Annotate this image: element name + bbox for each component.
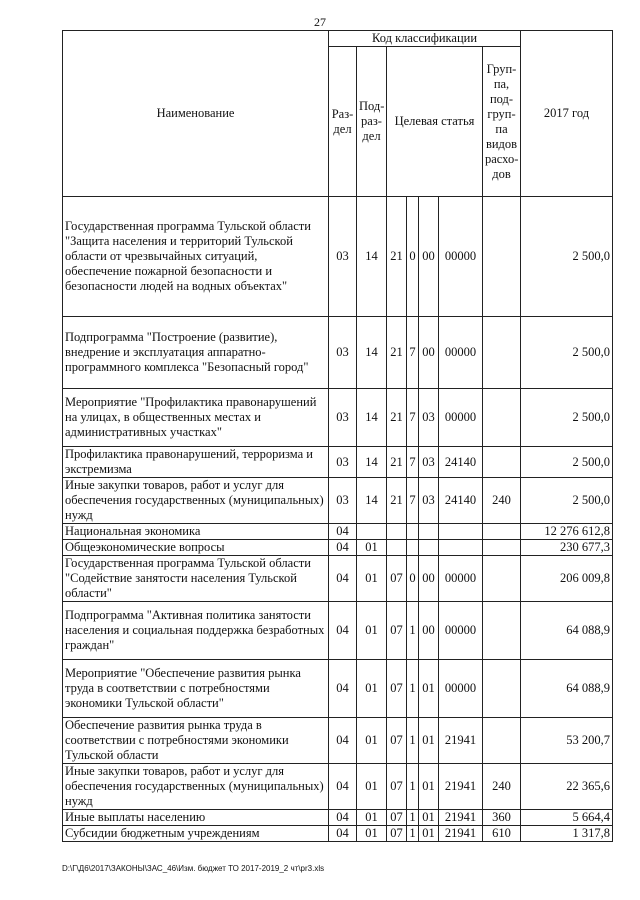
table-row bbox=[63, 826, 613, 842]
row-name: Обеспечение развития рынка труда в соответствии с потребностями экономики Тульской области bbox=[63, 718, 329, 764]
row-name: Подпрограмма "Построение (развитие), внедрение и эксплуатация аппаратно-программного комплекса "Безопасный город" bbox=[63, 317, 329, 389]
table-row bbox=[63, 389, 613, 447]
row-podrazdel: 01 bbox=[357, 826, 387, 842]
row-group bbox=[483, 197, 521, 317]
header-group: Груп- па, под- груп- па видов расхо- дов bbox=[483, 47, 521, 197]
row-amount: 2 500,0 bbox=[521, 447, 613, 478]
table-row bbox=[63, 197, 613, 317]
row-name: Национальная экономика bbox=[63, 524, 329, 540]
row-target-program: 07 bbox=[387, 718, 407, 764]
row-razdel: 04 bbox=[329, 602, 357, 660]
row-amount: 206 009,8 bbox=[521, 556, 613, 602]
row-razdel: 04 bbox=[329, 826, 357, 842]
row-target-subprogram: 7 bbox=[407, 478, 419, 524]
row-podrazdel: 14 bbox=[357, 317, 387, 389]
header-target: Целевая статья bbox=[387, 47, 483, 197]
row-target-subprogram: 1 bbox=[407, 764, 419, 810]
row-target-subprogram: 7 bbox=[407, 389, 419, 447]
row-razdel: 03 bbox=[329, 389, 357, 447]
row-name: Подпрограмма "Активная политика занятости населения и социальная поддержка безработных граждан" bbox=[63, 602, 329, 660]
row-target-subprogram: 7 bbox=[407, 317, 419, 389]
table-row bbox=[63, 764, 613, 810]
row-group bbox=[483, 602, 521, 660]
table-row bbox=[63, 447, 613, 478]
row-razdel: 03 bbox=[329, 197, 357, 317]
row-podrazdel: 01 bbox=[357, 764, 387, 810]
row-razdel: 04 bbox=[329, 540, 357, 556]
row-target-program: 21 bbox=[387, 389, 407, 447]
header-razdel: Раз- дел bbox=[329, 47, 357, 197]
table-row bbox=[63, 317, 613, 389]
row-razdel: 03 bbox=[329, 317, 357, 389]
row-name: Субсидии бюджетным учреждениям bbox=[63, 826, 329, 842]
row-target-event: 00 bbox=[419, 317, 439, 389]
row-group bbox=[483, 317, 521, 389]
row-podrazdel: 01 bbox=[357, 810, 387, 826]
row-target-subprogram: 1 bbox=[407, 718, 419, 764]
row-podrazdel: 01 bbox=[357, 556, 387, 602]
row-name: Государственная программа Тульской области "Защита населения и территорий Тульской области от чрезвычайных ситуаций, обеспечение пожарной безопасности и безопасности людей на водных объектах" bbox=[63, 197, 329, 317]
table-body bbox=[63, 197, 613, 842]
row-razdel: 04 bbox=[329, 810, 357, 826]
row-target-program: 21 bbox=[387, 447, 407, 478]
row-razdel: 04 bbox=[329, 718, 357, 764]
row-target-direction: 21941 bbox=[439, 810, 483, 826]
table-row bbox=[63, 556, 613, 602]
row-target-program: 07 bbox=[387, 660, 407, 718]
row-target-program: 07 bbox=[387, 556, 407, 602]
row-target-event: 03 bbox=[419, 389, 439, 447]
row-podrazdel: 14 bbox=[357, 447, 387, 478]
row-amount: 2 500,0 bbox=[521, 389, 613, 447]
row-target-direction: 00000 bbox=[439, 389, 483, 447]
row-target-direction: 00000 bbox=[439, 197, 483, 317]
row-podrazdel: 01 bbox=[357, 602, 387, 660]
row-target-event: 00 bbox=[419, 602, 439, 660]
table-row bbox=[63, 540, 613, 556]
row-group bbox=[483, 556, 521, 602]
row-target-direction: 00000 bbox=[439, 602, 483, 660]
row-target-program bbox=[387, 540, 407, 556]
row-target-direction bbox=[439, 524, 483, 540]
row-name: Мероприятие "Обеспечение развития рынка труда в соответствии с потребностями экономики Тульской области" bbox=[63, 660, 329, 718]
row-target-program: 21 bbox=[387, 478, 407, 524]
row-target-event: 00 bbox=[419, 556, 439, 602]
row-amount: 230 677,3 bbox=[521, 540, 613, 556]
row-target-subprogram: 7 bbox=[407, 447, 419, 478]
row-name: Иные закупки товаров, работ и услуг для обеспечения государственных (муниципальных) нужд bbox=[63, 764, 329, 810]
row-podrazdel: 01 bbox=[357, 540, 387, 556]
row-name: Государственная программа Тульской области "Содействие занятости населения Тульской области" bbox=[63, 556, 329, 602]
row-target-direction: 00000 bbox=[439, 317, 483, 389]
row-target-event: 03 bbox=[419, 478, 439, 524]
row-target-subprogram: 1 bbox=[407, 602, 419, 660]
row-razdel: 04 bbox=[329, 524, 357, 540]
row-target-direction: 24140 bbox=[439, 447, 483, 478]
row-target-subprogram bbox=[407, 524, 419, 540]
row-target-event: 01 bbox=[419, 826, 439, 842]
row-target-event: 01 bbox=[419, 764, 439, 810]
row-amount: 1 317,8 bbox=[521, 826, 613, 842]
row-target-program: 07 bbox=[387, 764, 407, 810]
row-name: Мероприятие "Профилактика правонарушений на улицах, в общественных местах и административных участках" bbox=[63, 389, 329, 447]
row-amount: 64 088,9 bbox=[521, 602, 613, 660]
row-group: 240 bbox=[483, 764, 521, 810]
row-target-event bbox=[419, 540, 439, 556]
row-target-event: 00 bbox=[419, 197, 439, 317]
row-target-event: 01 bbox=[419, 718, 439, 764]
row-group bbox=[483, 660, 521, 718]
row-target-direction: 21941 bbox=[439, 718, 483, 764]
row-target-subprogram: 1 bbox=[407, 660, 419, 718]
row-amount: 2 500,0 bbox=[521, 478, 613, 524]
row-target-program: 07 bbox=[387, 810, 407, 826]
row-target-subprogram: 1 bbox=[407, 810, 419, 826]
row-target-direction: 00000 bbox=[439, 660, 483, 718]
table-row bbox=[63, 478, 613, 524]
row-target-direction: 24140 bbox=[439, 478, 483, 524]
row-podrazdel bbox=[357, 524, 387, 540]
page-number: 27 bbox=[314, 15, 326, 29]
table-row bbox=[63, 718, 613, 764]
row-target-subprogram bbox=[407, 540, 419, 556]
row-razdel: 03 bbox=[329, 478, 357, 524]
header-code-classification: Код классификации bbox=[329, 31, 521, 47]
row-target-direction: 21941 bbox=[439, 764, 483, 810]
row-target-event: 01 bbox=[419, 810, 439, 826]
row-target-program: 21 bbox=[387, 197, 407, 317]
file-path-footer: D:\Г\Д6\2017\ЗАКОНЫ\ЗАС_46\Изм. бюджет ТО 2017-2019_2 чт\pr3.xls bbox=[62, 864, 325, 873]
row-razdel: 04 bbox=[329, 660, 357, 718]
row-group bbox=[483, 447, 521, 478]
row-target-program: 07 bbox=[387, 826, 407, 842]
table-row bbox=[63, 660, 613, 718]
row-amount: 2 500,0 bbox=[521, 317, 613, 389]
row-target-direction: 21941 bbox=[439, 826, 483, 842]
row-name: Профилактика правонарушений, терроризма и экстремизма bbox=[63, 447, 329, 478]
row-podrazdel: 14 bbox=[357, 197, 387, 317]
table-row bbox=[63, 602, 613, 660]
row-podrazdel: 14 bbox=[357, 478, 387, 524]
row-name: Иные закупки товаров, работ и услуг для обеспечения государственных (муниципальных) нужд bbox=[63, 478, 329, 524]
row-amount: 12 276 612,8 bbox=[521, 524, 613, 540]
row-name: Общеэкономические вопросы bbox=[63, 540, 329, 556]
row-target-subprogram: 0 bbox=[407, 197, 419, 317]
row-target-direction bbox=[439, 540, 483, 556]
row-group bbox=[483, 540, 521, 556]
row-target-direction: 00000 bbox=[439, 556, 483, 602]
row-target-subprogram: 1 bbox=[407, 826, 419, 842]
row-target-program bbox=[387, 524, 407, 540]
header-name: Наименование bbox=[63, 31, 329, 197]
row-target-event bbox=[419, 524, 439, 540]
row-amount: 64 088,9 bbox=[521, 660, 613, 718]
header-podrazdel: Под- раз- дел bbox=[357, 47, 387, 197]
row-target-event: 03 bbox=[419, 447, 439, 478]
row-group: 360 bbox=[483, 810, 521, 826]
row-group: 610 bbox=[483, 826, 521, 842]
table-row bbox=[63, 524, 613, 540]
row-podrazdel: 14 bbox=[357, 389, 387, 447]
row-amount: 53 200,7 bbox=[521, 718, 613, 764]
row-podrazdel: 01 bbox=[357, 718, 387, 764]
row-group bbox=[483, 524, 521, 540]
table-row bbox=[63, 810, 613, 826]
row-razdel: 04 bbox=[329, 556, 357, 602]
row-target-event: 01 bbox=[419, 660, 439, 718]
budget-table bbox=[62, 30, 613, 842]
row-group bbox=[483, 389, 521, 447]
row-podrazdel: 01 bbox=[357, 660, 387, 718]
row-group: 240 bbox=[483, 478, 521, 524]
row-amount: 2 500,0 bbox=[521, 197, 613, 317]
row-amount: 5 664,4 bbox=[521, 810, 613, 826]
row-target-program: 07 bbox=[387, 602, 407, 660]
row-group bbox=[483, 718, 521, 764]
header-year: 2017 год bbox=[521, 31, 613, 197]
row-amount: 22 365,6 bbox=[521, 764, 613, 810]
row-target-program: 21 bbox=[387, 317, 407, 389]
row-target-subprogram: 0 bbox=[407, 556, 419, 602]
row-name: Иные выплаты населению bbox=[63, 810, 329, 826]
row-razdel: 03 bbox=[329, 447, 357, 478]
row-razdel: 04 bbox=[329, 764, 357, 810]
